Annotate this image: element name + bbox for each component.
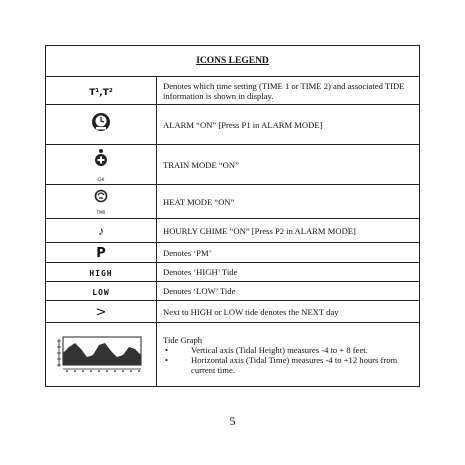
tide-graph-bullet-horizontal: • Horizontal axis (Tidal Time) measures -4 to +12 hours from current time. [181, 355, 415, 375]
train-mode-label: CHI [97, 176, 105, 182]
legend-description: Denotes ‘LOW’ Tide [157, 282, 420, 301]
alarm-icon [46, 105, 157, 145]
tide-graph-bullets [163, 345, 415, 375]
legend-description: HEAT MODE “ON” [157, 185, 420, 219]
legend-title: ICONS LEGEND [46, 46, 420, 77]
next-arrow-glyph: > [95, 304, 107, 320]
legend-description: Denotes ‘PM’ [157, 243, 420, 263]
high-glyph: HIGH [89, 269, 113, 278]
icons-legend-table [45, 45, 420, 387]
legend-description: ALARM “ON” [Press P1 in ALARM MODE] [157, 105, 420, 145]
page-number: 5 [229, 414, 236, 428]
pm-glyph: P [96, 245, 106, 261]
legend-description: HOURLY CHIME “ON” [Press P2 in ALARM MODE] [157, 219, 420, 243]
low-glyph: LOW [92, 288, 110, 297]
legend-description: Next to HIGH or LOW tide denotes the NEXT day [157, 301, 420, 323]
legend-description: Denotes ‘HIGH’ Tide [157, 263, 420, 282]
pm-icon [46, 243, 157, 263]
time-setting-icon [46, 77, 157, 105]
low-icon [46, 282, 157, 301]
music-note-glyph: ♪ [98, 223, 104, 238]
legend-description: Denotes which time setting (TIME 1 or TIME 2) and associated TIDE information is shown in display. [157, 77, 420, 105]
tide-graph-icon [46, 323, 157, 387]
tide-graph-description [157, 323, 420, 387]
heat-mode-icon [46, 185, 157, 219]
heat-mode-label: TMR [96, 209, 106, 215]
time-setting-label: T¹,T² [89, 87, 113, 98]
high-icon [46, 263, 157, 282]
tide-graph-title: Tide Graph [163, 334, 203, 345]
tide-graph-bullet-vertical: • Vertical axis (Tidal Height) measures -4 to + 8 feet. [181, 345, 415, 355]
train-mode-icon [46, 145, 157, 185]
music-note-icon [46, 219, 157, 243]
legend-description: TRAIN MODE “ON” [157, 145, 420, 185]
next-arrow-icon [46, 301, 157, 323]
